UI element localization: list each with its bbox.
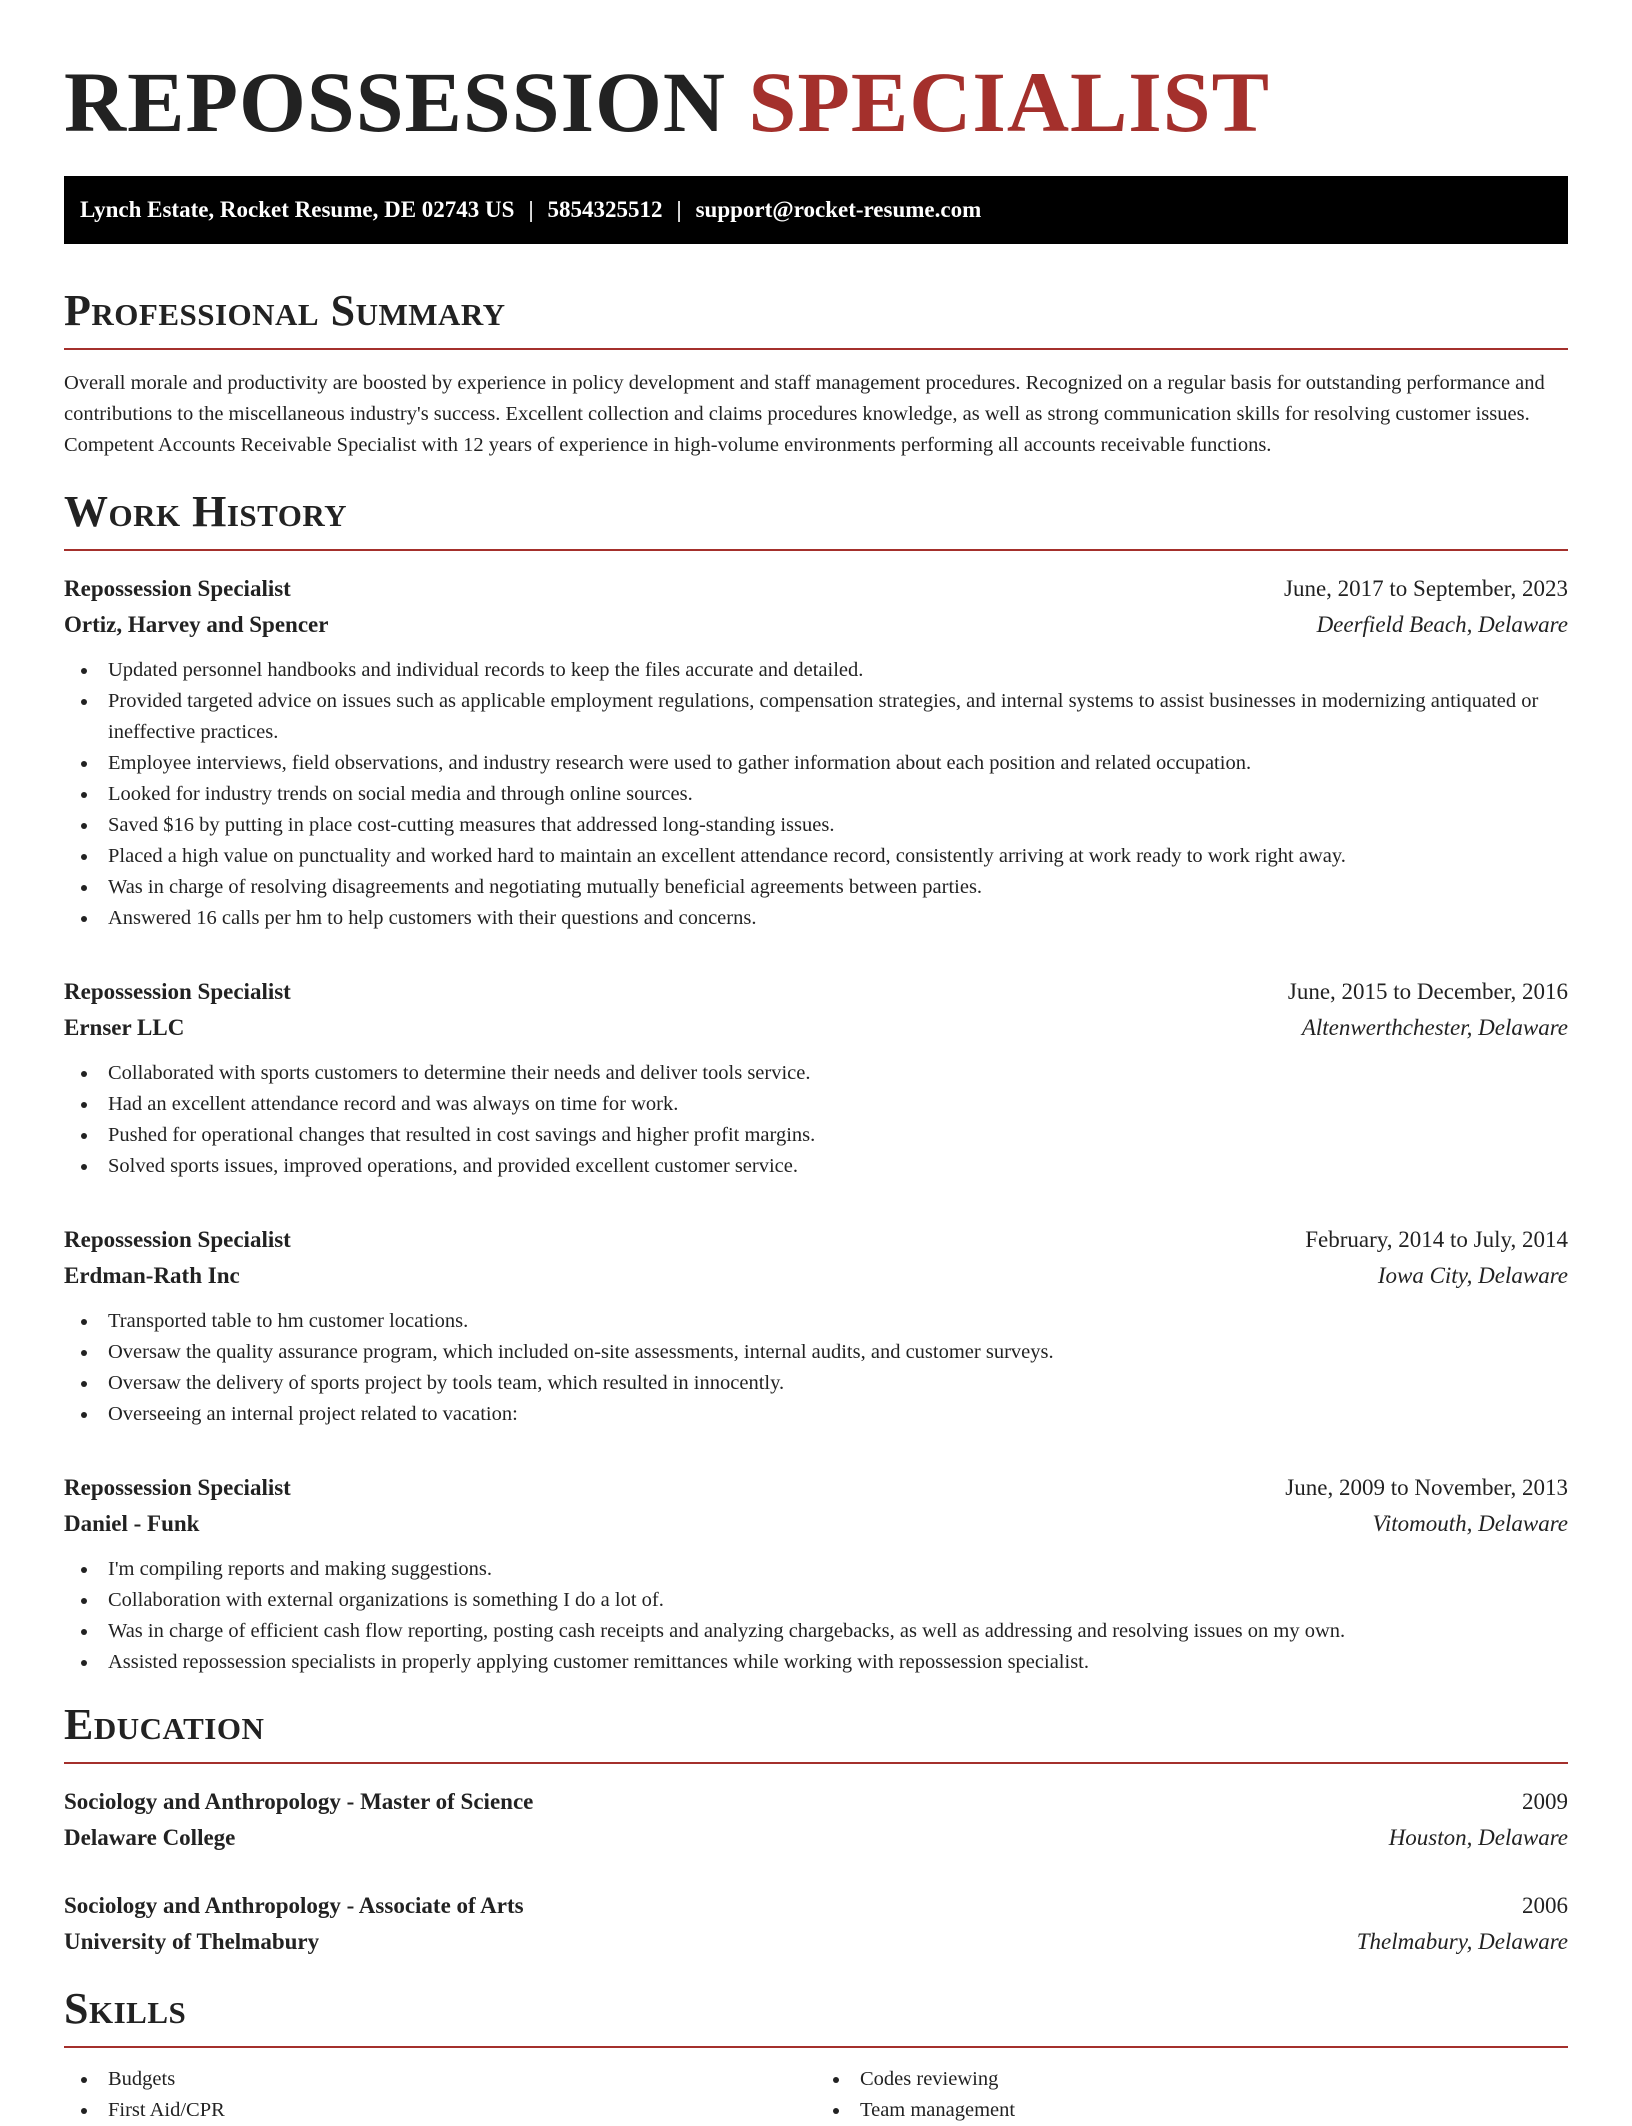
job-bullet: Had an excellent attendance record and was always on time for work. xyxy=(64,1089,1568,1120)
name-accent: SPECIALIST xyxy=(748,54,1270,150)
job-location: Altenwerthchester, Delaware xyxy=(1301,1015,1568,1040)
job-entry xyxy=(64,1222,1568,1430)
job-bullet: Collaborated with sports customers to determine their needs and deliver tools service. xyxy=(64,1058,1568,1089)
job-bullet: Oversaw the delivery of sports project by tools team, which resulted in innocently. xyxy=(64,1368,1568,1399)
contact-phone: 5854325512 xyxy=(547,197,663,222)
job-bullet: Transported table to hm customer locations. xyxy=(64,1306,1568,1337)
section-divider xyxy=(64,549,1568,551)
job-entry xyxy=(64,571,1568,934)
education-degree: Sociology and Anthropology - Associate of Arts xyxy=(64,1893,524,1918)
section-divider xyxy=(64,1762,1568,1764)
job-bullet: Oversaw the quality assurance program, which included on-site assessments, internal audits, and customer surveys. xyxy=(64,1337,1568,1368)
resume-name xyxy=(64,0,1568,152)
contact-separator: | xyxy=(528,197,534,222)
job-location: Vitomouth, Delaware xyxy=(1372,1511,1568,1536)
education-heading: Education xyxy=(64,1700,265,1749)
education-location: Houston, Delaware xyxy=(1388,1825,1568,1850)
job-entry xyxy=(64,974,1568,1182)
section-divider xyxy=(64,2046,1568,2048)
education-degree: Sociology and Anthropology - Master of Science xyxy=(64,1789,534,1814)
education-school: Delaware College xyxy=(64,1825,236,1850)
skills-column-right xyxy=(816,2064,1568,2126)
education-entry xyxy=(64,1784,1568,1856)
job-bullet: Saved $16 by putting in place cost-cutting measures that addressed long-standing issues. xyxy=(64,810,1568,841)
skills-column-left xyxy=(64,2064,816,2126)
job-bullet: Overseeing an internal project related to vacation: xyxy=(64,1399,1568,1430)
contact-bar xyxy=(64,176,1568,244)
work-history-heading: Work History xyxy=(64,487,348,536)
job-bullets xyxy=(64,1306,1568,1430)
summary-section xyxy=(64,286,1568,461)
education-section xyxy=(64,1700,1568,1960)
education-entry xyxy=(64,1888,1568,1960)
summary-heading: Professional Summary xyxy=(64,286,506,335)
job-bullet: Answered 16 calls per hm to help customers with their questions and concerns. xyxy=(64,903,1568,934)
education-school: University of Thelmabury xyxy=(64,1929,320,1954)
job-dates: June, 2017 to September, 2023 xyxy=(1284,576,1568,601)
job-title: Repossession Specialist xyxy=(64,979,291,1004)
summary-text: Overall morale and productivity are boosted by experience in policy development and staff management procedures. Recognized on a regular basis for outstanding performance and contributions to the miscellaneous industry's success. Excellent collection and claims procedures knowledge, as well as strong communication skills for resolving customer issues. Competent Accounts Receivable Specialist with 12 years of experience in high-volume environments performing all accounts receivable functions. xyxy=(64,372,1545,456)
job-bullet: Employee interviews, field observations, and industry research were used to gather information about each position and related occupation. xyxy=(64,748,1568,779)
work-history-section xyxy=(64,487,1568,1678)
skill-item: Team management xyxy=(816,2095,1568,2126)
job-title: Repossession Specialist xyxy=(64,576,291,601)
job-location: Iowa City, Delaware xyxy=(1377,1263,1568,1288)
job-bullet: Provided targeted advice on issues such as applicable employment regulations, compensation strategies, and internal systems to assist businesses in modernizing antiquated or ineffective practices. xyxy=(64,686,1568,748)
job-dates: June, 2009 to November, 2013 xyxy=(1285,1475,1568,1500)
job-bullet: Pushed for operational changes that resulted in cost savings and higher profit margins. xyxy=(64,1120,1568,1151)
education-year: 2006 xyxy=(1522,1893,1568,1918)
job-company: Ortiz, Harvey and Spencer xyxy=(64,612,329,637)
skills-list xyxy=(816,2064,1568,2126)
job-dates: February, 2014 to July, 2014 xyxy=(1305,1227,1568,1252)
job-bullets xyxy=(64,1058,1568,1182)
job-dates: June, 2015 to December, 2016 xyxy=(1287,979,1568,1004)
skills-list xyxy=(64,2064,816,2126)
job-bullets xyxy=(64,655,1568,934)
job-bullets xyxy=(64,1554,1568,1678)
job-bullet: Solved sports issues, improved operations, and provided excellent customer service. xyxy=(64,1151,1568,1182)
job-bullet: Updated personnel handbooks and individual records to keep the files accurate and detailed. xyxy=(64,655,1568,686)
job-location: Deerfield Beach, Delaware xyxy=(1316,612,1568,637)
job-title: Repossession Specialist xyxy=(64,1227,291,1252)
skills-heading: Skills xyxy=(64,1984,187,2033)
job-bullet: Collaboration with external organizations is something I do a lot of. xyxy=(64,1585,1568,1616)
education-year: 2009 xyxy=(1522,1789,1568,1814)
skill-item: First Aid/CPR xyxy=(64,2095,816,2126)
job-company: Erdman-Rath Inc xyxy=(64,1263,240,1288)
job-bullet: Placed a high value on punctuality and worked hard to maintain an excellent attendance record, consistently arriving at work ready to work right away. xyxy=(64,841,1568,872)
contact-email[interactable]: support@rocket-resume.com xyxy=(695,197,982,222)
job-company: Ernser LLC xyxy=(64,1015,185,1040)
skills-section xyxy=(64,1984,1568,2126)
job-bullet: I'm compiling reports and making suggestions. xyxy=(64,1554,1568,1585)
section-divider xyxy=(64,348,1568,350)
education-location: Thelmabury, Delaware xyxy=(1356,1929,1568,1954)
job-company: Daniel - Funk xyxy=(64,1511,200,1536)
job-bullet: Was in charge of resolving disagreements and negotiating mutually beneficial agreements between parties. xyxy=(64,872,1568,903)
job-title: Repossession Specialist xyxy=(64,1475,291,1500)
job-entry xyxy=(64,1470,1568,1678)
contact-separator: | xyxy=(676,197,682,222)
skills-grid xyxy=(64,2064,1568,2126)
skill-item: Codes reviewing xyxy=(816,2064,1568,2095)
job-bullet: Assisted repossession specialists in properly applying customer remittances while working with repossession specialist. xyxy=(64,1647,1568,1678)
skill-item: Budgets xyxy=(64,2064,816,2095)
job-bullet: Looked for industry trends on social media and through online sources. xyxy=(64,779,1568,810)
name-primary: REPOSSESSION xyxy=(64,54,727,150)
job-bullet: Was in charge of efficient cash flow reporting, posting cash receipts and analyzing chargebacks, as well as addressing and resolving issues on my own. xyxy=(64,1616,1568,1647)
contact-address: Lynch Estate, Rocket Resume, DE 02743 US xyxy=(80,197,515,222)
